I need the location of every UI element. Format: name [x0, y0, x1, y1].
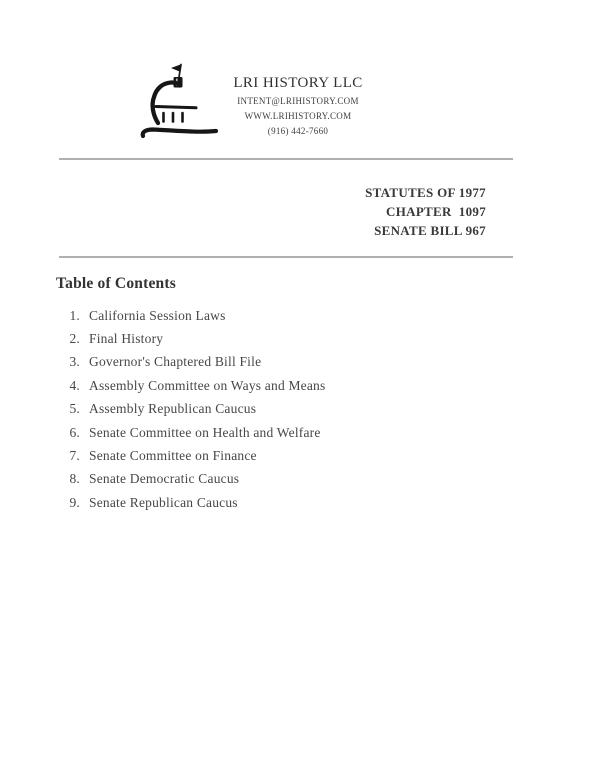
horizontal-rule-middle	[59, 256, 513, 258]
toc-item-number: 4.	[69, 377, 80, 393]
company-email: INTENT@LRIHISTORY.COM	[237, 96, 359, 106]
company-name: LRI HISTORY LLC	[233, 75, 363, 91]
toc-item	[0, 421, 600, 444]
statute-reference-block	[365, 183, 486, 240]
toc-item-label: Senate Committee on Finance	[89, 448, 257, 464]
toc-item-number: 3.	[69, 354, 80, 370]
toc-item-label: Senate Committee on Health and Welfare	[89, 424, 321, 440]
company-website: WWW.LRIHISTORY.COM	[244, 111, 352, 122]
toc-item-label: California Session Laws	[89, 307, 226, 323]
toc-item-label: Assembly Republican Caucus	[89, 401, 257, 417]
toc-item-label: Senate Democratic Caucus	[89, 471, 240, 487]
toc-item-number: 2.	[69, 331, 80, 347]
toc-item-number: 7.	[69, 448, 80, 464]
senate-bill-line: SENATE BILL 967	[374, 223, 486, 238]
toc-item-label: Senate Republican Caucus	[89, 494, 238, 510]
toc-item-label: Assembly Committee on Ways and Means	[89, 377, 326, 393]
horizontal-rule-top	[59, 158, 513, 160]
toc-item	[0, 491, 600, 514]
toc-item	[0, 304, 600, 327]
toc-item-label: Governor's Chaptered Bill File	[89, 354, 262, 370]
company-phone: (916) 442-7660	[267, 126, 329, 137]
toc-item-number: 5.	[69, 401, 80, 417]
toc-item	[0, 374, 600, 397]
toc-item	[0, 398, 600, 421]
chapter-line: CHAPTER 1097	[386, 204, 486, 219]
toc-item-number: 1.	[69, 307, 80, 323]
letterhead	[173, 73, 423, 140]
toc-title: Table of Contents	[56, 275, 176, 292]
toc-item	[0, 444, 600, 467]
statutes-line: STATUTES OF 1977	[365, 185, 486, 200]
toc-item	[0, 351, 600, 374]
toc-item-label: Final History	[89, 331, 164, 347]
toc-list	[0, 304, 600, 515]
toc-item-number: 9.	[69, 494, 80, 510]
toc-item-number: 6.	[69, 424, 80, 440]
toc-item	[0, 468, 600, 491]
toc-item-number: 8.	[69, 471, 80, 487]
toc-item	[0, 327, 600, 350]
